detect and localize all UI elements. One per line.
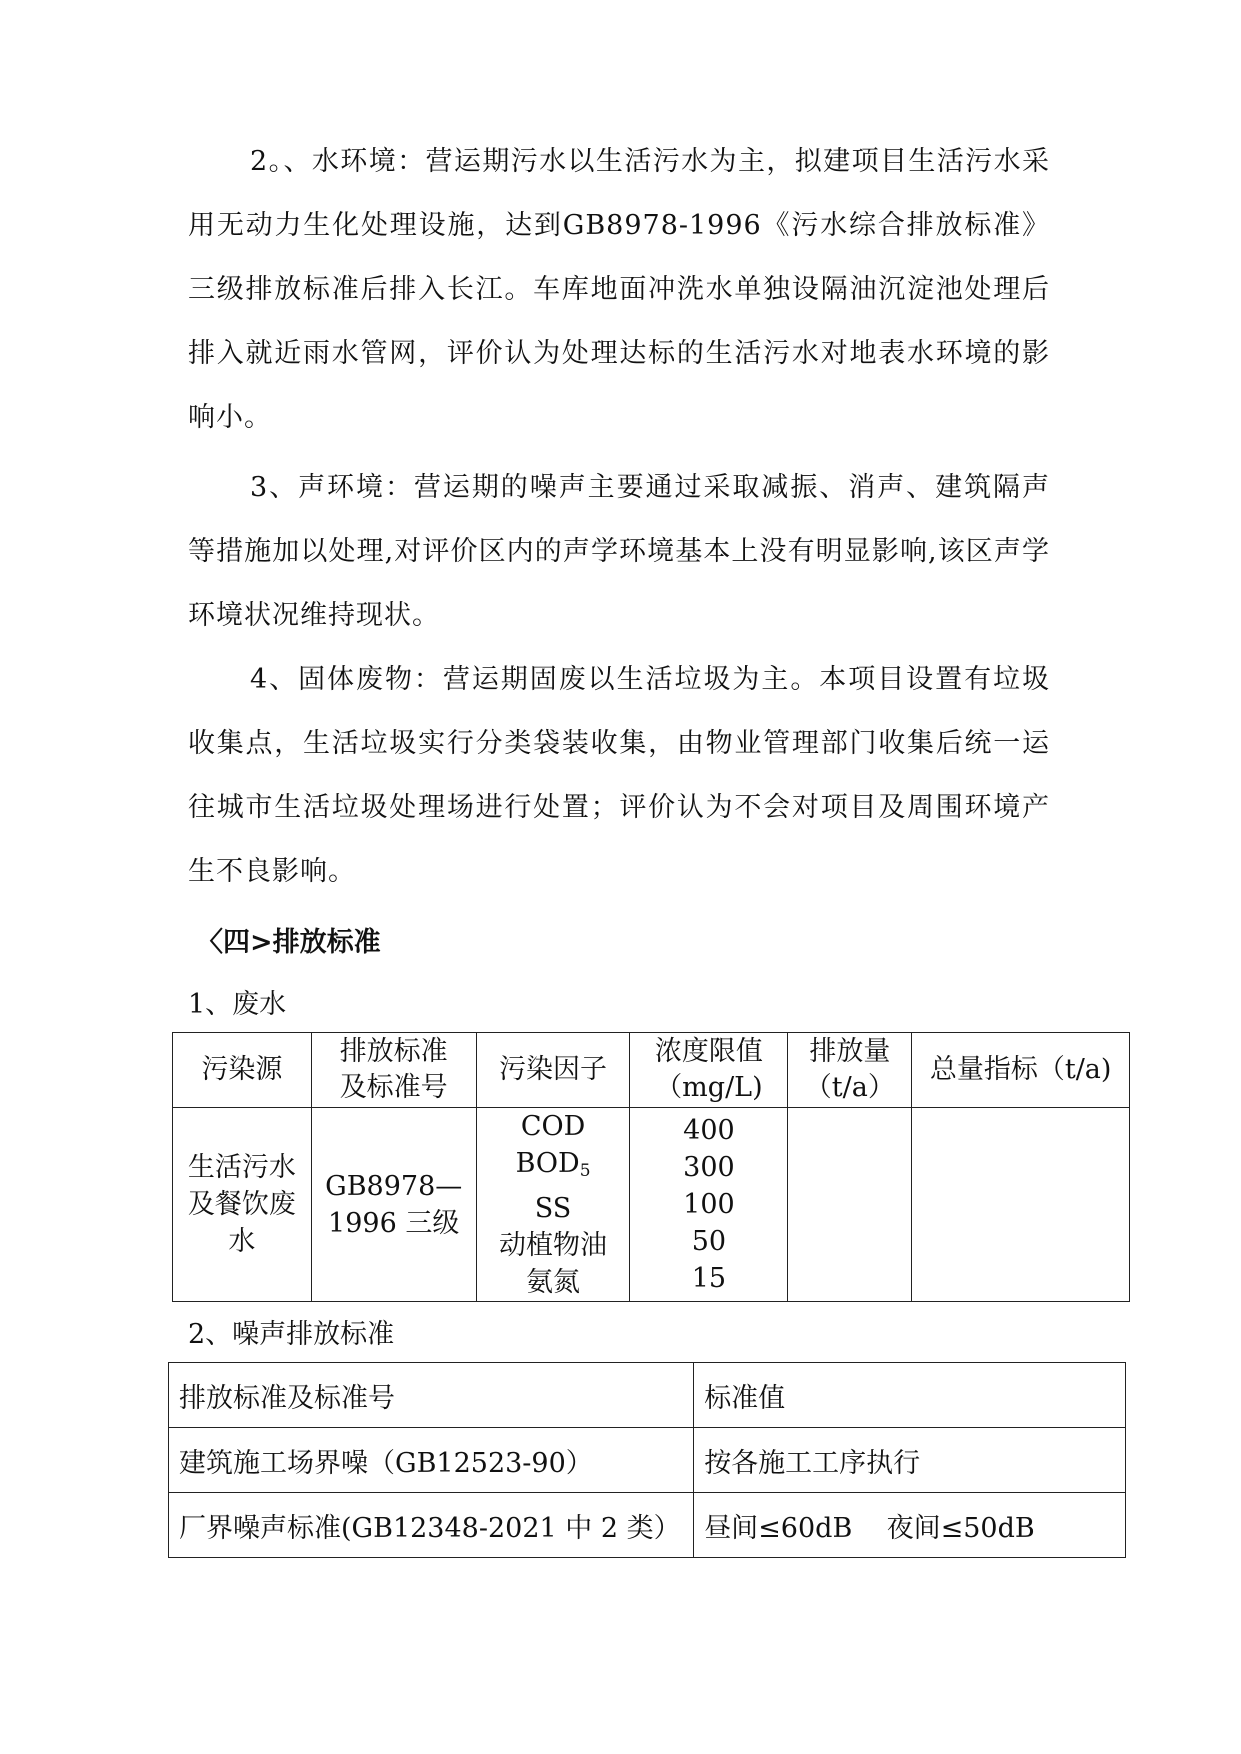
source-line3: 水 [228,1226,256,1257]
table-header-row [169,1363,1126,1428]
header-limit-line2: （mg/L) [655,1072,763,1103]
header-amount [788,1033,912,1108]
header-noise-value: 标准值 [694,1363,1126,1428]
factor-ss: SS [534,1193,572,1224]
section-heading: 〈四>排放标准 [196,927,381,958]
header-total: 总量指标（t/a) [912,1033,1130,1108]
header-limit [630,1033,788,1108]
limit-nh3: 15 [691,1263,727,1294]
header-noise-standard: 排放标准及标准号 [169,1363,694,1428]
factor-bod [481,1145,626,1190]
cell-source [173,1108,312,1302]
header-standard-line1: 排放标准 [339,1036,448,1067]
factor-bod-sub: 5 [579,1161,591,1181]
header-standard-line2: 及标准号 [339,1072,448,1103]
noise-row1-value: 按各施工工序执行 [694,1428,1126,1493]
noise-row2-standard: 厂界噪声标准(GB12348-2021 中 2 类） [169,1493,694,1558]
table-row [169,1428,1126,1493]
wastewater-subtitle: 1、废水 [188,989,287,1020]
standard-line1: GB8978— [325,1170,463,1202]
factor-bod-main: BOD [515,1148,580,1179]
limit-ss: 100 [683,1189,735,1220]
cell-factors [476,1108,630,1302]
factor-cod: COD [520,1111,586,1142]
limit-bod: 300 [683,1152,735,1183]
table-header-row [173,1033,1130,1108]
header-amount-line2: （t/a） [804,1072,895,1103]
noise-row1-standard: 建筑施工场界噪（GB12523-90） [169,1428,694,1493]
cell-limits [630,1108,788,1302]
header-limit-line1: 浓度限值 [654,1036,763,1067]
solid-waste-paragraph: 4、固体废物：营运期固废以生活垃圾为主。本项目设置有垃圾收集点，生活垃圾实行分类袋装收集，由物业管理部门收集后统一运往城市生活垃圾处理场进行处置；评价认为不会对项目及周围环境产生不良影响。 [188,664,1050,887]
table-row [169,1493,1126,1558]
noise-environment-paragraph: 3、声环境：营运期的噪声主要通过采取减振、消声、建筑隔声等措施加以处理,对评价区内的声学环境基本上没有明显影响,该区声学环境状况维持现状。 [188,472,1050,631]
header-standard [311,1033,476,1108]
factor-nh3: 氨氮 [526,1267,581,1298]
factor-oil: 动植物油 [499,1230,608,1261]
header-factor: 污染因子 [476,1033,630,1108]
water-environment-paragraph: 2。、水环境：营运期污水以生活污水为主，拟建项目生活污水采用无动力生化处理设施，达到GB8978-1996《污水综合排放标准》三级排放标准后排入长江。车库地面冲洗水单独设隔油沉淀池处理后排入就近雨水管网，评价认为处理达标的生活污水对地表水环境的影响小。 [188,146,1050,433]
noise-standard-table [168,1362,1126,1558]
limit-oil: 50 [691,1226,727,1257]
cell-amount [788,1108,912,1302]
source-line1: 生活污水 [187,1152,296,1183]
standard-line2: 1996 三级 [328,1207,460,1239]
limit-cod: 400 [683,1115,735,1146]
header-amount-line1: 排放量 [809,1036,891,1067]
noise-standard-subtitle: 2、噪声排放标准 [188,1319,395,1350]
cell-total [912,1108,1130,1302]
table-row [173,1108,1130,1302]
noise-row2-value: 昼间≤60dB 夜间≤50dB [694,1493,1126,1558]
source-line2: 及餐饮废 [187,1189,296,1220]
header-source: 污染源 [173,1033,312,1108]
wastewater-standard-table [172,1032,1130,1302]
cell-standard [311,1108,476,1302]
